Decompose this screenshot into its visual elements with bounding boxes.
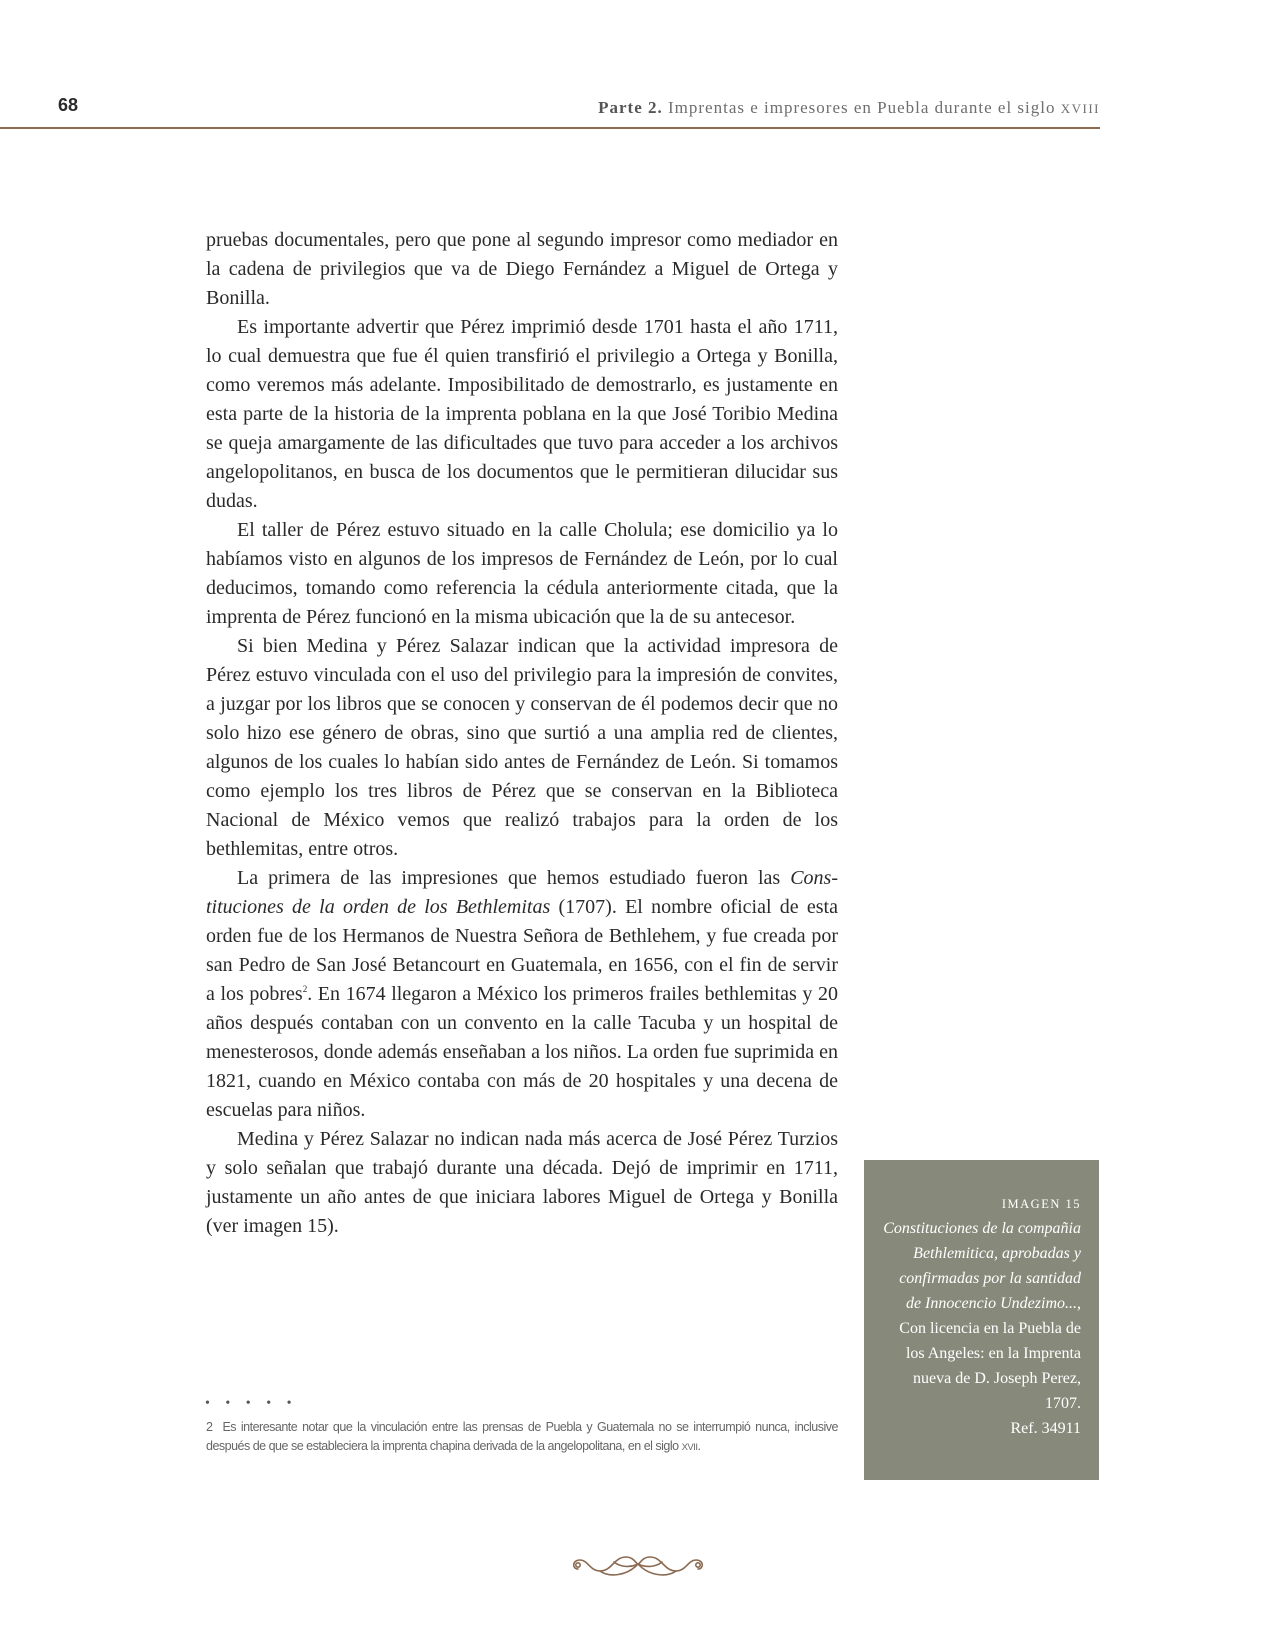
footnote-end: .: [697, 1439, 701, 1453]
header-rule: [0, 127, 1100, 129]
footnote: [206, 1418, 838, 1457]
footnote-separator: • • • • •: [205, 1396, 298, 1411]
caption-title-italic: Constituciones de la compañia Bethlemitica, aprobadas y confirmadas por la santidad de Innocencio Undezimo...: [883, 1220, 1081, 1312]
flourish-ornament-icon: [568, 1547, 708, 1581]
book-title-italic: Constituciones de la orden de los Bethlemitas: [206, 867, 838, 918]
caption-label: IMAGEN 15: [1001, 1197, 1081, 1211]
footnote-reference[interactable]: 2: [302, 984, 308, 994]
footnote-number: 2: [206, 1420, 213, 1434]
page-number: 68: [58, 95, 79, 115]
paragraph-3: El taller de Pérez estuvo situado en la calle Cholula; ese domicilio ya lo habíamos visto en algunos de los impresos de Fernández de León, por lo cual deducimos, tomando como referencia la cédula anteriormente citada, que la imprenta de Pérez funcionó en la misma ubicación que la de su antecesor.: [206, 519, 838, 628]
caption-imprint: , Con licencia en la Puebla de los Angeles: en la Imprenta nueva de D. Joseph Perez, 1707.: [899, 1295, 1081, 1412]
footnote-text: Es interesante notar que la vinculación entre las prensas de Puebla y Guatemala no se interrumpió nunca, inclusive después de que se estableciera la imprenta chapina derivada de la angelopolitana, en el siglo: [206, 1420, 838, 1453]
running-head-century: XVIII: [1060, 101, 1100, 116]
paragraph-5-middle: (1707). El nombre oficial de esta orden fue de los Hermanos de Nuestra Señora de Bethlehem, y fue creada por san Pedro de San José Betancourt en Guatemala, en 1656, con el fin de servir a los pobres: [206, 896, 838, 1005]
paragraph-1: pruebas documentales, pero que pone al segundo impresor como mediador en la cadena de privilegios que va de Diego Fernández a Miguel de Ortega y Bonilla.: [206, 229, 838, 309]
paragraph-6: Medina y Pérez Salazar no indican nada más acerca de José Pérez Turzios y solo señalan que trabajó durante una década. Dejó de imprimir en 1711, justamente un año antes de que iniciara labores Miguel de Ortega y Bonilla (ver imagen 15).: [206, 1128, 838, 1237]
paragraph-5-end: . En 1674 llegaron a México los primeros frailes bethlemitas y 20 años después contaban con un convento en la calle Tacuba y un hospital de menesterosos, donde además enseñaban a los niños. La orden fue suprimida en 1821, cuando en México contaba con más de 20 hospitales y una decena de escuelas para niños.: [206, 983, 838, 1121]
caption-reference: Ref. 34911: [1010, 1420, 1081, 1437]
body-text: [206, 226, 838, 1241]
caption-text: [882, 1216, 1081, 1416]
paragraph-4: Si bien Medina y Pérez Salazar indican que la actividad impresora de Pérez estuvo vinculada con el uso del privilegio para la impresión de convites, a juzgar por los libros que se conocen y conservan de él podemos decir que no solo hizo ese género de obras, sino que surtió a una amplia red de clientes, algunos de los cuales lo habían sido antes de Fernández de León. Si tomamos como ejemplo los tres libros de Pérez que se conservan en la Biblioteca Nacional de México vemos que realizó trabajos para la orden de los bethlemitas, entre otros.: [206, 635, 838, 860]
footnote-century: XVII: [681, 1442, 698, 1453]
running-head-title: Imprentas e impresores en Puebla durante el siglo: [668, 98, 1056, 117]
image-caption-box: [864, 1160, 1099, 1480]
running-head: [598, 98, 1100, 118]
paragraph-5: [206, 864, 838, 1125]
running-head-part: Parte 2.: [598, 98, 663, 117]
paragraph-2: Es importante advertir que Pérez imprimió desde 1701 hasta el año 1711, lo cual demuestra que fue él quien transfirió el privilegio a Ortega y Bonilla, como veremos más adelante. Imposibilitado de demostrarlo, es justamente en esta parte de la historia de la imprenta poblana en la que José Toribio Medina se queja amargamente de las dificultades que tuvo para acceder a los archivos angelopolitanos, en busca de los documentos que le permitieran dilucidar sus dudas.: [206, 316, 838, 512]
paragraph-5-start: La primera de las impresiones que hemos estudiado fueron las: [237, 867, 791, 889]
